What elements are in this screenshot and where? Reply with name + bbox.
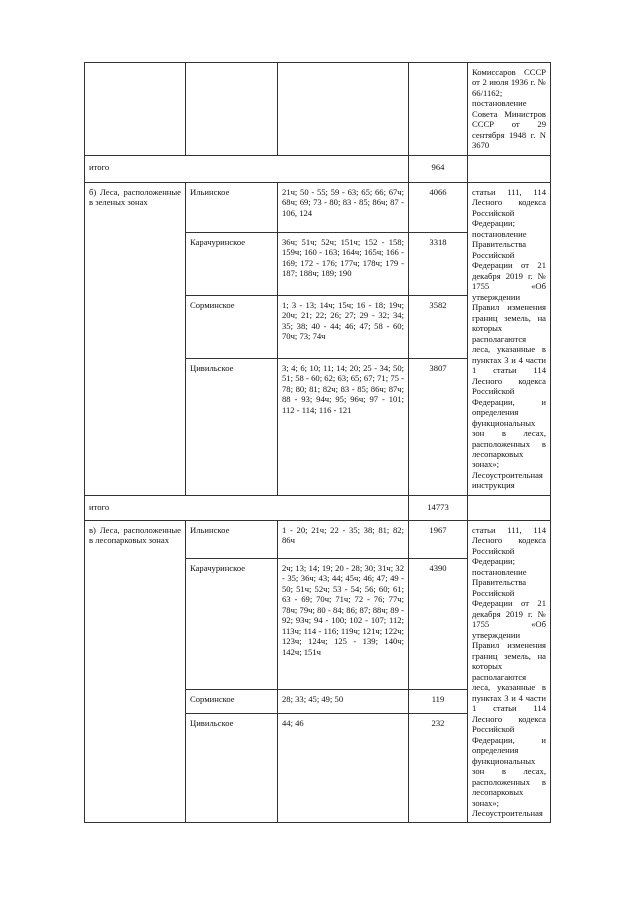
- category-cell: б) Леса, расположенные в зеленых зонах: [85, 182, 186, 495]
- area-cell: 4066: [409, 182, 468, 232]
- total-value: 14773: [409, 495, 468, 520]
- forestry-name: Цивильское: [186, 714, 278, 823]
- total-label: итого: [85, 495, 409, 520]
- area-cell: 3318: [409, 232, 468, 295]
- forestry-name: Сорминское: [186, 689, 278, 714]
- total-label: итого: [85, 155, 409, 182]
- legal-basis-cell: статьи 111, 114 Лесного кодекса Российской Федерации; постановление Правительства Российской Федерации от 21 декабря 2019 г. № 1755 «Об утверждении Правил изменения границ земель, на которых располагаются леса, указанные в пунктах 3 и 4 части 1 статьи 114 Лесного кодекса Российской Федерации, и определения функциональных зон в лесах, расположенных в лесопарковых зонах»; Лесоустроительная инструкция: [468, 182, 551, 495]
- total-row: [85, 155, 551, 182]
- table-row: [85, 182, 551, 232]
- category-cell: в) Леса, расположенные в лесопарковых зонах: [85, 520, 186, 823]
- forestry-name: Карачуринское: [186, 558, 278, 689]
- forest-zones-table: [84, 62, 551, 823]
- total-row: [85, 495, 551, 520]
- table-cell: [186, 63, 278, 156]
- quarters-cell: 44; 46: [278, 714, 409, 823]
- quarters-cell: 3; 4; 6; 10; 11; 14; 20; 25 - 34; 50; 51; 58 - 60; 62; 63; 65; 67; 71; 75 - 78; 80; 81; 82ч; 83 - 85; 86ч; 87ч; 88 - 93; 94ч; 95; 96ч; 97 - 101; 112 - 114; 116 - 121: [278, 358, 409, 495]
- total-value: 964: [409, 155, 468, 182]
- area-cell: 119: [409, 689, 468, 714]
- table-row: [85, 520, 551, 558]
- forestry-name: Ильинское: [186, 182, 278, 232]
- area-cell: 4390: [409, 558, 468, 689]
- quarters-cell: 2ч; 13; 14; 19; 20 - 28; 30; 31ч; 32 - 35; 36ч; 43; 44; 45ч; 46; 47; 49 - 50; 51ч; 52ч; 53 - 54; 56; 60; 61; 63 - 69; 70ч; 71ч; 72 - 76; 77ч; 78ч; 79ч; 80 - 84; 86; 87; 88ч; 89 - 92; 93ч; 94 - 100; 102 - 107; 112; 113ч; 114 - 116; 119ч; 121ч; 122ч; 123ч; 124ч; 125 - 139; 140ч; 142ч; 151ч: [278, 558, 409, 689]
- legal-basis-cell: Комиссаров СССР от 2 июля 1936 г. № 66/1162; постановление Совета Министров СССР от 29 сентября 1948 г. N 3670: [468, 63, 551, 156]
- quarters-cell: 21ч; 50 - 55; 59 - 63; 65; 66; 67ч; 68ч; 69; 73 - 80; 83 - 85; 86ч; 87 - 106, 124: [278, 182, 409, 232]
- area-cell: 3807: [409, 358, 468, 495]
- table-cell: [278, 63, 409, 156]
- forestry-name: Карачуринское: [186, 232, 278, 295]
- legal-basis-cell: статьи 111, 114 Лесного кодекса Российской Федерации; постановление Правительства Российской Федерации от 21 декабря 2019 г. № 1755 «Об утверждении Правил изменения границ земель, на которых располагаются леса, указанные в пунктах 3 и 4 части 1 статьи 114 Лесного кодекса Российской Федерации, и определения функциональных зон в лесах, расположенных в лесопарковых зонах»; Лесоустроительная: [468, 520, 551, 823]
- area-cell: 3582: [409, 295, 468, 358]
- quarters-cell: 1 - 20; 21ч; 22 - 35; 38; 81; 82; 86ч: [278, 520, 409, 558]
- quarters-cell: 28; 33; 45; 49; 50: [278, 689, 409, 714]
- table-cell: [85, 63, 186, 156]
- forestry-name: Цивильское: [186, 358, 278, 495]
- forestry-name: Сорминское: [186, 295, 278, 358]
- table-cell: [409, 63, 468, 156]
- quarters-cell: 36ч; 51ч; 52ч; 151ч; 152 - 158; 159ч; 160 - 163; 164ч; 165ч; 166 - 169; 172 - 176; 177ч; 178ч; 179 - 187; 188ч; 189; 190: [278, 232, 409, 295]
- area-cell: 1967: [409, 520, 468, 558]
- table-cell: [468, 155, 551, 182]
- forestry-name: Ильинское: [186, 520, 278, 558]
- table-row: [85, 63, 551, 156]
- area-cell: 232: [409, 714, 468, 823]
- quarters-cell: 1; 3 - 13; 14ч; 15ч; 16 - 18; 19ч; 20ч; 21; 22; 26; 27; 29 - 32; 34; 35; 38; 40 - 44; 46; 47; 58 - 60; 70ч; 73; 74ч: [278, 295, 409, 358]
- table-cell: [468, 495, 551, 520]
